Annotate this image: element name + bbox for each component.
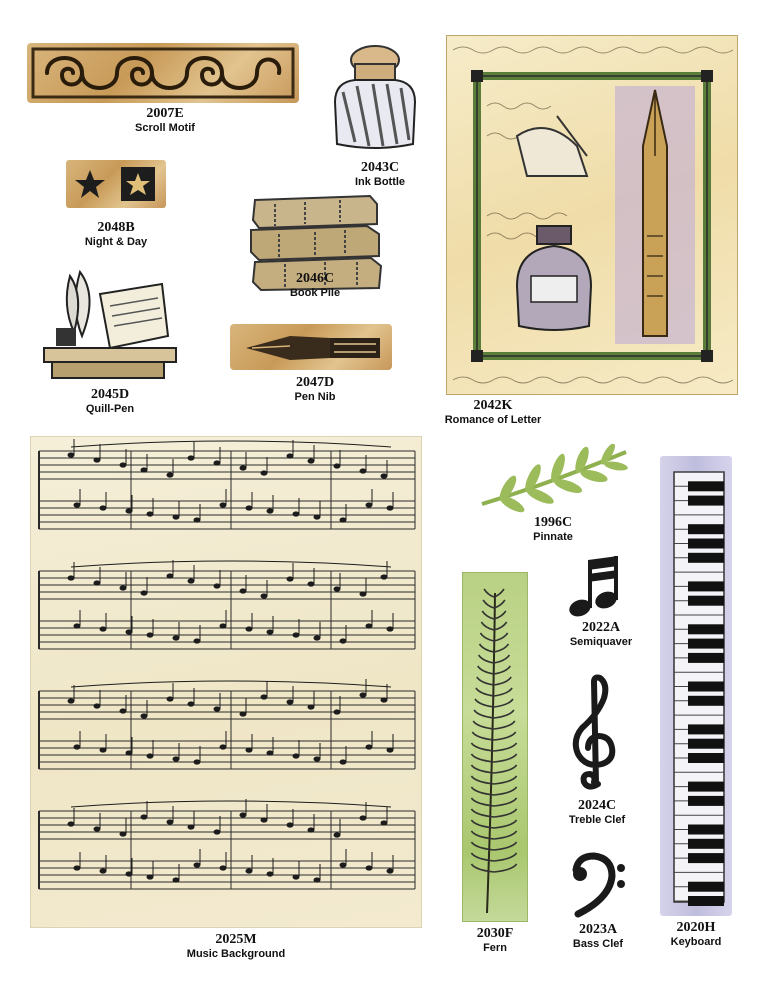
stamp-code: 2042K — [473, 398, 513, 413]
stamp-label-2020H — [646, 920, 746, 949]
romance-of-letter-stamp — [446, 35, 738, 395]
stamp-label-2030F — [445, 926, 545, 955]
quill-pen-stamp — [40, 266, 180, 384]
ink-bottle-icon — [325, 42, 420, 154]
scroll-motif-stamp — [27, 43, 299, 103]
music-background-stamp — [30, 436, 422, 928]
stamp-label-2047D — [265, 375, 365, 404]
bass-clef-stamp — [568, 852, 628, 918]
semiquaver-icon — [566, 554, 622, 620]
stamp-code: 1996C — [533, 515, 573, 530]
stamp-name: Night & Day — [84, 236, 148, 249]
fern-stamp — [462, 572, 528, 922]
night-and-day-stamp — [66, 160, 166, 208]
stamp-label-2042K — [433, 398, 553, 427]
pinnate-leaf-icon — [478, 444, 630, 514]
pen-nib-stamp — [230, 324, 392, 370]
stamp-code: 2024C — [577, 798, 617, 813]
letter-collage-icon — [447, 36, 737, 394]
stamp-code: 2023A — [578, 922, 618, 937]
stamp-code: 2030F — [476, 926, 514, 941]
stamp-name: Pen Nib — [294, 391, 336, 404]
stamp-label-2046C — [265, 271, 365, 300]
stamp-code: 2048B — [97, 220, 135, 235]
quill-pen-icon — [40, 266, 180, 384]
stamp-label-2024C — [547, 798, 647, 827]
stamp-label-1996C — [503, 515, 603, 544]
pinnate-stamp — [478, 444, 630, 514]
keyboard-stamp — [660, 456, 732, 916]
stamp-label-2043C — [330, 160, 430, 189]
treble-clef-icon — [568, 674, 620, 796]
stamp-name: Treble Clef — [568, 814, 626, 827]
treble-clef-stamp — [568, 674, 620, 796]
stamp-code: 2043C — [360, 160, 400, 175]
stamp-name: Pinnate — [533, 531, 573, 544]
semiquaver-stamp — [566, 554, 622, 620]
stamp-code: 2025M — [215, 932, 257, 947]
stamp-name: Semiquaver — [569, 636, 633, 649]
stamp-code: 2046C — [295, 271, 335, 286]
stamp-name: Keyboard — [670, 936, 722, 949]
stamp-name: Fern — [483, 942, 507, 955]
stamp-name: Romance of Letter — [444, 414, 542, 427]
stamp-name: Book Pile — [289, 287, 341, 300]
stamp-name: Bass Clef — [572, 938, 624, 951]
stamp-code: 2045D — [90, 387, 130, 402]
stamp-code: 2007E — [146, 106, 184, 121]
stamp-code: 2020H — [676, 920, 716, 935]
stamp-name: Ink Bottle — [354, 176, 406, 189]
piano-keyboard-icon — [660, 456, 732, 916]
stamp-label-2007E — [110, 106, 220, 135]
scroll-motif-icon — [27, 43, 299, 103]
stamp-label-2045D — [60, 387, 160, 416]
stamp-code: 2022A — [581, 620, 621, 635]
stamp-label-2023A — [548, 922, 648, 951]
stamp-label-2048B — [66, 220, 166, 249]
fern-icon — [463, 573, 527, 921]
pen-nib-icon — [230, 324, 392, 370]
ink-bottle-stamp — [325, 42, 420, 154]
stamp-name: Quill-Pen — [85, 403, 135, 416]
stamp-label-2025M — [166, 932, 306, 961]
stamp-name: Music Background — [186, 948, 286, 961]
star-icon — [66, 160, 166, 208]
bass-clef-icon — [568, 852, 628, 918]
stamp-code: 2047D — [295, 375, 335, 390]
stamp-label-2022A — [551, 620, 651, 649]
stamp-name: Scroll Motif — [135, 122, 195, 135]
sheet-music-icon — [31, 437, 421, 927]
